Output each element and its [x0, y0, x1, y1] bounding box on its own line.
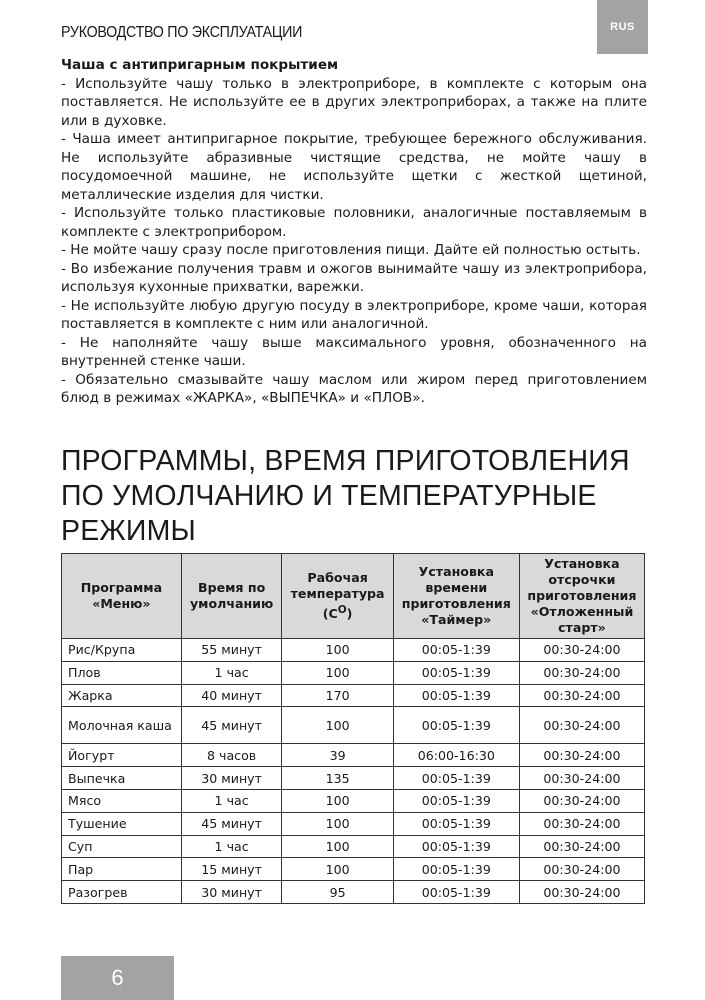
cell-time: 30 минут: [181, 881, 282, 904]
cell-delay: 00:30-24:00: [519, 684, 644, 707]
cell-delay: 00:30-24:00: [519, 858, 644, 881]
paragraph: - Используйте чашу только в электроприборе, в комплекте с которым она поставляется. Не используйте ее в других электроприборах, а также на плите или в духовке.: [61, 75, 647, 129]
cell-program: Суп: [62, 835, 182, 858]
programs-heading: [61, 444, 661, 549]
cell-delay: 00:30-24:00: [519, 639, 644, 662]
cell-temp: 100: [282, 789, 393, 812]
table-row: [62, 881, 645, 904]
heading-line: РЕЖИМЫ: [61, 515, 196, 547]
paragraph: - Чаша имеет антипригарное покрытие, требующее бережного обслуживания. Не используйте абразивные чистящие средства, не мойте чашу в посудомоечной машине, не используйте щетки с жесткой щетиной, металлические изделия для чистки.: [61, 131, 647, 203]
cell-delay: 00:30-24:00: [519, 881, 644, 904]
cell-temp: 100: [282, 707, 393, 744]
cell-timer: 00:05-1:39: [393, 661, 519, 684]
cell-program: Мясо: [62, 789, 182, 812]
cell-delay: 00:30-24:00: [519, 661, 644, 684]
table-row: [62, 812, 645, 835]
table-row: [62, 707, 645, 744]
cell-temp: 100: [282, 639, 393, 662]
running-header: РУКОВОДСТВО ПО ЭКСПЛУАТАЦИИ: [61, 24, 303, 41]
cell-timer: 00:05-1:39: [393, 707, 519, 744]
header-temp-label: Рабочая температура: [290, 569, 385, 601]
cell-program: Выпечка: [62, 767, 182, 790]
cell-program: Йогурт: [62, 744, 182, 767]
header-program: Программа «Меню»: [62, 554, 182, 639]
cell-temp: 100: [282, 812, 393, 835]
table-row: [62, 744, 645, 767]
cell-timer: 00:05-1:39: [393, 684, 519, 707]
table-row: [62, 684, 645, 707]
section-title: Чаша с антипригарным покрытием: [61, 57, 339, 73]
cell-program: Плов: [62, 661, 182, 684]
cell-temp: 39: [282, 744, 393, 767]
cell-timer: 00:05-1:39: [393, 881, 519, 904]
bowl-section: [61, 56, 647, 408]
heading-line: ПРОГРАММЫ, ВРЕМЯ ПРИГОТОВЛЕНИЯ: [61, 445, 630, 477]
cell-time: 15 минут: [181, 858, 282, 881]
cell-delay: 00:30-24:00: [519, 812, 644, 835]
cell-program: Молочная каша: [62, 707, 182, 744]
cell-time: 40 минут: [181, 684, 282, 707]
paragraph: - Используйте только пластиковые половники, аналогичные поставляемым в комплекте с электроприбором.: [61, 205, 647, 240]
cell-delay: 00:30-24:00: [519, 767, 644, 790]
cell-timer: 00:05-1:39: [393, 858, 519, 881]
language-tab: RUS: [597, 0, 648, 54]
table-row: [62, 639, 645, 662]
cell-temp: 95: [282, 881, 393, 904]
paragraph: - Не используйте любую другую посуду в электроприборе, кроме чаши, которая поставляется в комплекте с ним или аналогичной.: [61, 297, 647, 332]
cell-timer: 00:05-1:39: [393, 835, 519, 858]
header-temp: [282, 554, 393, 639]
cell-program: Тушение: [62, 812, 182, 835]
cell-program: Жарка: [62, 684, 182, 707]
table-header-row: [62, 554, 645, 639]
cell-program: Рис/Крупа: [62, 639, 182, 662]
cell-time: 1 час: [181, 789, 282, 812]
cell-timer: 00:05-1:39: [393, 812, 519, 835]
cell-time: 55 минут: [181, 639, 282, 662]
cell-timer: 00:05-1:39: [393, 639, 519, 662]
cell-program: Разогрев: [62, 881, 182, 904]
cell-delay: 00:30-24:00: [519, 707, 644, 744]
cell-delay: 00:30-24:00: [519, 744, 644, 767]
cell-timer: 00:05-1:39: [393, 789, 519, 812]
cell-program: Пар: [62, 858, 182, 881]
header-time: Время по умолчанию: [181, 554, 282, 639]
table-row: [62, 858, 645, 881]
paragraph: - Во избежание получения травм и ожогов вынимайте чашу из электроприбора, используя кухонные прихватки, варежки.: [61, 260, 647, 295]
cell-time: 30 минут: [181, 767, 282, 790]
cell-temp: 100: [282, 661, 393, 684]
table-row: [62, 767, 645, 790]
cell-delay: 00:30-24:00: [519, 789, 644, 812]
heading-line: ПО УМОЛЧАНИЮ И ТЕМПЕРАТУРНЫЕ: [61, 480, 597, 512]
cell-time: 1 час: [181, 661, 282, 684]
cell-timer: 06:00-16:30: [393, 744, 519, 767]
cell-time: 8 часов: [181, 744, 282, 767]
table-row: [62, 661, 645, 684]
paragraph: - Обязательно смазывайте чашу маслом или жиром перед приготовлением блюд в режимах «ЖАРКА», «ВЫПЕЧКА» и «ПЛОВ».: [61, 371, 647, 406]
cell-delay: 00:30-24:00: [519, 835, 644, 858]
header-timer: Установка времени приготовления «Таймер»: [393, 554, 519, 639]
header-delay: Установка отсрочки приготовления «Отложенный старт»: [519, 554, 644, 639]
table-row: [62, 835, 645, 858]
cell-time: 1 час: [181, 835, 282, 858]
cell-temp: 100: [282, 835, 393, 858]
programs-table: [61, 553, 645, 904]
paragraph: - Не наполняйте чашу выше максимального уровня, обозначенного на внутренней стенке чаши.: [61, 334, 647, 369]
cell-temp: 170: [282, 684, 393, 707]
page-number: 6: [61, 956, 174, 1000]
cell-temp: 135: [282, 767, 393, 790]
paragraph: - Не мойте чашу сразу после приготовления пищи. Дайте ей полностью остыть.: [61, 242, 641, 258]
table-row: [62, 789, 645, 812]
cell-time: 45 минут: [181, 812, 282, 835]
cell-time: 45 минут: [181, 707, 282, 744]
cell-timer: 00:05-1:39: [393, 767, 519, 790]
header-temp-unit: $(С^О)$: [322, 603, 353, 622]
cell-temp: 100: [282, 858, 393, 881]
